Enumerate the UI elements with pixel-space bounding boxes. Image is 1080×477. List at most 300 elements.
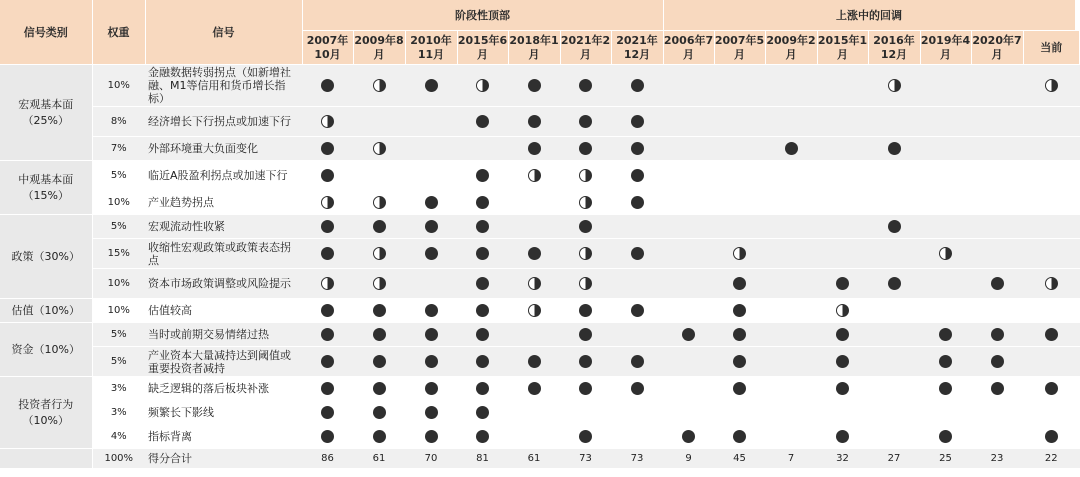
mark-cell	[920, 401, 971, 425]
mark-cell	[405, 65, 457, 107]
mark-cell	[765, 65, 817, 107]
mark-cell	[302, 347, 353, 377]
table-row	[0, 239, 1080, 269]
mark-cell	[353, 425, 405, 449]
mark-cell	[353, 323, 405, 347]
mark-cell	[353, 137, 405, 161]
full-circle-icon	[1045, 430, 1058, 443]
mark-cell	[971, 347, 1023, 377]
mark-cell	[765, 239, 817, 269]
signal-cell: 宏观流动性收紧	[145, 215, 302, 239]
mark-cell	[971, 323, 1023, 347]
category-cell: 政策（30%）	[0, 215, 92, 299]
mark-cell	[817, 191, 868, 215]
mark-cell	[714, 137, 765, 161]
mark-cell	[1023, 401, 1080, 425]
mark-cell	[457, 215, 508, 239]
full-circle-icon	[321, 355, 334, 368]
mark-cell	[560, 215, 611, 239]
half-circle-icon	[579, 169, 592, 182]
table-row	[0, 425, 1080, 449]
header-period: 2015年1月	[817, 31, 868, 65]
header-period: 2020年7月	[971, 31, 1023, 65]
mark-cell	[508, 269, 560, 299]
mark-cell	[971, 269, 1023, 299]
mark-cell	[868, 299, 920, 323]
half-circle-icon	[321, 196, 334, 209]
full-circle-icon	[321, 430, 334, 443]
full-circle-icon	[785, 142, 798, 155]
mark-cell	[457, 269, 508, 299]
mark-cell	[817, 425, 868, 449]
mark-cell	[1023, 377, 1080, 401]
full-circle-icon	[373, 304, 386, 317]
mark-cell	[868, 347, 920, 377]
mark-cell	[353, 401, 405, 425]
full-circle-icon	[888, 142, 901, 155]
header-signal: 信号	[145, 0, 302, 65]
header-period: 当前	[1023, 31, 1080, 65]
mark-cell	[765, 347, 817, 377]
header-category: 信号类别	[0, 0, 92, 65]
mark-cell	[405, 137, 457, 161]
mark-cell	[868, 425, 920, 449]
mark-cell	[1023, 425, 1080, 449]
weight-cell: 5%	[92, 323, 145, 347]
score-cell: 7	[765, 449, 817, 469]
mark-cell	[353, 239, 405, 269]
full-circle-icon	[579, 220, 592, 233]
mark-cell	[714, 191, 765, 215]
mark-cell	[971, 425, 1023, 449]
full-circle-icon	[939, 328, 952, 341]
mark-cell	[663, 107, 714, 137]
total-weight: 100%	[92, 449, 145, 469]
full-circle-icon	[321, 79, 334, 92]
mark-cell	[353, 377, 405, 401]
mark-cell	[457, 323, 508, 347]
total-blank-cell	[0, 449, 92, 469]
half-circle-icon	[373, 142, 386, 155]
full-circle-icon	[476, 328, 489, 341]
weight-cell: 4%	[92, 425, 145, 449]
signal-cell: 缺乏逻辑的落后板块补涨	[145, 377, 302, 401]
mark-cell	[663, 269, 714, 299]
half-circle-icon	[733, 247, 746, 260]
signal-cell: 产业资本大量减持达到阈值或重要投资者减持	[145, 347, 302, 377]
mark-cell	[714, 239, 765, 269]
full-circle-icon	[425, 220, 438, 233]
total-label: 得分合计	[145, 449, 302, 469]
mark-cell	[457, 191, 508, 215]
mark-cell	[868, 401, 920, 425]
full-circle-icon	[321, 328, 334, 341]
mark-cell	[611, 425, 663, 449]
mark-cell	[817, 161, 868, 191]
category-cell: 宏观基本面（25%）	[0, 65, 92, 161]
full-circle-icon	[528, 115, 541, 128]
full-circle-icon	[631, 79, 644, 92]
mark-cell	[817, 401, 868, 425]
full-circle-icon	[528, 247, 541, 260]
mark-cell	[817, 299, 868, 323]
header-period: 2009年8月	[353, 31, 405, 65]
mark-cell	[302, 215, 353, 239]
mark-cell	[868, 191, 920, 215]
mark-cell	[765, 299, 817, 323]
full-circle-icon	[476, 406, 489, 419]
mark-cell	[302, 377, 353, 401]
header-weight: 权重	[92, 0, 145, 65]
mark-cell	[457, 401, 508, 425]
table-row	[0, 137, 1080, 161]
mark-cell	[971, 137, 1023, 161]
mark-cell	[765, 191, 817, 215]
signal-cell: 临近A股盈利拐点或加速下行	[145, 161, 302, 191]
mark-cell	[920, 425, 971, 449]
mark-cell	[1023, 65, 1080, 107]
table-header	[0, 0, 1080, 65]
mark-cell	[302, 269, 353, 299]
full-circle-icon	[836, 328, 849, 341]
score-cell: 25	[920, 449, 971, 469]
mark-cell	[714, 299, 765, 323]
half-circle-icon	[321, 277, 334, 290]
mark-cell	[714, 425, 765, 449]
mark-cell	[868, 161, 920, 191]
mark-cell	[560, 161, 611, 191]
mark-cell	[714, 377, 765, 401]
category-cell: 投资者行为（10%）	[0, 377, 92, 449]
full-circle-icon	[528, 79, 541, 92]
full-circle-icon	[1045, 328, 1058, 341]
mark-cell	[302, 323, 353, 347]
full-circle-icon	[631, 382, 644, 395]
mark-cell	[920, 107, 971, 137]
full-circle-icon	[321, 169, 334, 182]
mark-cell	[1023, 269, 1080, 299]
mark-cell	[817, 137, 868, 161]
mark-cell	[302, 65, 353, 107]
header-period: 2006年7月	[663, 31, 714, 65]
mark-cell	[405, 347, 457, 377]
mark-cell	[611, 107, 663, 137]
mark-cell	[508, 191, 560, 215]
category-cell: 中观基本面（15%）	[0, 161, 92, 215]
mark-cell	[817, 215, 868, 239]
full-circle-icon	[682, 430, 695, 443]
score-cell: 9	[663, 449, 714, 469]
half-circle-icon	[373, 79, 386, 92]
mark-cell	[405, 191, 457, 215]
total-row	[0, 449, 1080, 469]
mark-cell	[302, 401, 353, 425]
mark-cell	[868, 137, 920, 161]
mark-cell	[302, 191, 353, 215]
full-circle-icon	[682, 328, 695, 341]
mark-cell	[971, 65, 1023, 107]
mark-cell	[611, 239, 663, 269]
mark-cell	[353, 215, 405, 239]
full-circle-icon	[528, 355, 541, 368]
full-circle-icon	[579, 142, 592, 155]
mark-cell	[457, 377, 508, 401]
full-circle-icon	[888, 277, 901, 290]
full-circle-icon	[425, 247, 438, 260]
half-circle-icon	[528, 277, 541, 290]
mark-cell	[663, 401, 714, 425]
full-circle-icon	[939, 430, 952, 443]
weight-cell: 10%	[92, 299, 145, 323]
weight-cell: 5%	[92, 215, 145, 239]
mark-cell	[663, 323, 714, 347]
signal-cell: 外部环境重大负面变化	[145, 137, 302, 161]
mark-cell	[1023, 161, 1080, 191]
mark-cell	[560, 401, 611, 425]
mark-cell	[353, 269, 405, 299]
mark-cell	[714, 161, 765, 191]
mark-cell	[663, 347, 714, 377]
half-circle-icon	[939, 247, 952, 260]
mark-cell	[663, 191, 714, 215]
mark-cell	[920, 347, 971, 377]
category-cell: 资金（10%）	[0, 323, 92, 377]
full-circle-icon	[579, 115, 592, 128]
half-circle-icon	[528, 169, 541, 182]
mark-cell	[560, 299, 611, 323]
signal-cell: 金融数据转弱拐点（如新增社融、M1等信用和货币增长指标）	[145, 65, 302, 107]
mark-cell	[765, 161, 817, 191]
full-circle-icon	[836, 355, 849, 368]
half-circle-icon	[373, 247, 386, 260]
full-circle-icon	[733, 277, 746, 290]
weight-cell: 15%	[92, 239, 145, 269]
signal-cell: 估值较高	[145, 299, 302, 323]
mark-cell	[611, 323, 663, 347]
full-circle-icon	[836, 382, 849, 395]
full-circle-icon	[579, 355, 592, 368]
mark-cell	[560, 191, 611, 215]
mark-cell	[714, 401, 765, 425]
mark-cell	[560, 239, 611, 269]
full-circle-icon	[425, 304, 438, 317]
score-cell: 73	[560, 449, 611, 469]
mark-cell	[663, 299, 714, 323]
mark-cell	[868, 323, 920, 347]
mark-cell	[405, 161, 457, 191]
mark-cell	[1023, 299, 1080, 323]
mark-cell	[868, 65, 920, 107]
mark-cell	[1023, 107, 1080, 137]
table-row	[0, 215, 1080, 239]
full-circle-icon	[373, 355, 386, 368]
mark-cell	[868, 377, 920, 401]
full-circle-icon	[425, 328, 438, 341]
mark-cell	[714, 323, 765, 347]
header-group-top: 阶段性顶部	[302, 0, 663, 31]
mark-cell	[1023, 215, 1080, 239]
full-circle-icon	[425, 196, 438, 209]
signal-cell: 频繁长下影线	[145, 401, 302, 425]
half-circle-icon	[528, 304, 541, 317]
mark-cell	[457, 425, 508, 449]
mark-cell	[353, 107, 405, 137]
mark-cell	[560, 323, 611, 347]
mark-cell	[457, 137, 508, 161]
score-cell: 61	[353, 449, 405, 469]
mark-cell	[405, 215, 457, 239]
mark-cell	[457, 299, 508, 323]
mark-cell	[405, 239, 457, 269]
full-circle-icon	[991, 328, 1004, 341]
half-circle-icon	[373, 196, 386, 209]
mark-cell	[611, 269, 663, 299]
mark-cell	[765, 269, 817, 299]
mark-cell	[508, 239, 560, 269]
half-circle-icon	[1045, 79, 1058, 92]
header-period: 2007年5月	[714, 31, 765, 65]
mark-cell	[714, 347, 765, 377]
mark-cell	[1023, 323, 1080, 347]
full-circle-icon	[836, 430, 849, 443]
mark-cell	[302, 107, 353, 137]
mark-cell	[508, 377, 560, 401]
mark-cell	[611, 191, 663, 215]
mark-cell	[971, 161, 1023, 191]
mark-cell	[920, 323, 971, 347]
full-circle-icon	[579, 304, 592, 317]
mark-cell	[508, 299, 560, 323]
mark-cell	[714, 215, 765, 239]
mark-cell	[868, 215, 920, 239]
signal-cell: 当时或前期交易情绪过热	[145, 323, 302, 347]
mark-cell	[920, 65, 971, 107]
mark-cell	[611, 377, 663, 401]
category-cell: 估值（10%）	[0, 299, 92, 323]
mark-cell	[920, 137, 971, 161]
full-circle-icon	[476, 430, 489, 443]
mark-cell	[971, 215, 1023, 239]
table-row	[0, 401, 1080, 425]
full-circle-icon	[476, 304, 489, 317]
signal-cell: 指标背离	[145, 425, 302, 449]
mark-cell	[663, 425, 714, 449]
full-circle-icon	[631, 142, 644, 155]
mark-cell	[302, 239, 353, 269]
mark-cell	[817, 65, 868, 107]
full-circle-icon	[373, 406, 386, 419]
full-circle-icon	[373, 382, 386, 395]
mark-cell	[765, 137, 817, 161]
mark-cell	[302, 137, 353, 161]
mark-cell	[920, 239, 971, 269]
full-circle-icon	[425, 430, 438, 443]
full-circle-icon	[528, 142, 541, 155]
mark-cell	[560, 107, 611, 137]
table-row	[0, 347, 1080, 377]
half-circle-icon	[373, 277, 386, 290]
mark-cell	[765, 377, 817, 401]
mark-cell	[920, 161, 971, 191]
mark-cell	[405, 425, 457, 449]
full-circle-icon	[939, 355, 952, 368]
signal-cell: 产业趋势拐点	[145, 191, 302, 215]
mark-cell	[971, 191, 1023, 215]
header-period: 2010年11月	[405, 31, 457, 65]
full-circle-icon	[733, 328, 746, 341]
mark-cell	[920, 215, 971, 239]
full-circle-icon	[321, 406, 334, 419]
mark-cell	[817, 323, 868, 347]
weight-cell: 5%	[92, 161, 145, 191]
weight-cell: 10%	[92, 65, 145, 107]
mark-cell	[302, 299, 353, 323]
full-circle-icon	[321, 220, 334, 233]
signal-cell: 经济增长下行拐点或加速下行	[145, 107, 302, 137]
full-circle-icon	[836, 277, 849, 290]
mark-cell	[920, 191, 971, 215]
header-period: 2007年10月	[302, 31, 353, 65]
mark-cell	[560, 425, 611, 449]
header-period: 2016年12月	[868, 31, 920, 65]
full-circle-icon	[425, 79, 438, 92]
header-period: 2015年6月	[457, 31, 508, 65]
mark-cell	[302, 425, 353, 449]
half-circle-icon	[836, 304, 849, 317]
full-circle-icon	[476, 247, 489, 260]
mark-cell	[508, 107, 560, 137]
score-cell: 23	[971, 449, 1023, 469]
header-period: 2009年2月	[765, 31, 817, 65]
weight-cell: 8%	[92, 107, 145, 137]
full-circle-icon	[733, 355, 746, 368]
mark-cell	[508, 161, 560, 191]
mark-cell	[765, 323, 817, 347]
mark-cell	[765, 107, 817, 137]
full-circle-icon	[476, 169, 489, 182]
mark-cell	[663, 65, 714, 107]
mark-cell	[663, 377, 714, 401]
mark-cell	[405, 323, 457, 347]
mark-cell	[611, 347, 663, 377]
mark-cell	[508, 425, 560, 449]
score-cell: 73	[611, 449, 663, 469]
mark-cell	[405, 299, 457, 323]
full-circle-icon	[476, 115, 489, 128]
table-row	[0, 65, 1080, 107]
full-circle-icon	[631, 196, 644, 209]
weight-cell: 10%	[92, 269, 145, 299]
full-circle-icon	[631, 304, 644, 317]
mark-cell	[971, 107, 1023, 137]
mark-cell	[353, 191, 405, 215]
mark-cell	[508, 137, 560, 161]
full-circle-icon	[476, 382, 489, 395]
mark-cell	[971, 299, 1023, 323]
mark-cell	[920, 377, 971, 401]
signal-cell: 收缩性宏观政策或政策表态拐点	[145, 239, 302, 269]
mark-cell	[765, 215, 817, 239]
full-circle-icon	[733, 430, 746, 443]
weight-cell: 5%	[92, 347, 145, 377]
full-circle-icon	[476, 220, 489, 233]
table-row	[0, 107, 1080, 137]
mark-cell	[868, 269, 920, 299]
mark-cell	[663, 239, 714, 269]
mark-cell	[1023, 137, 1080, 161]
mark-cell	[868, 107, 920, 137]
header-period: 2019年4月	[920, 31, 971, 65]
